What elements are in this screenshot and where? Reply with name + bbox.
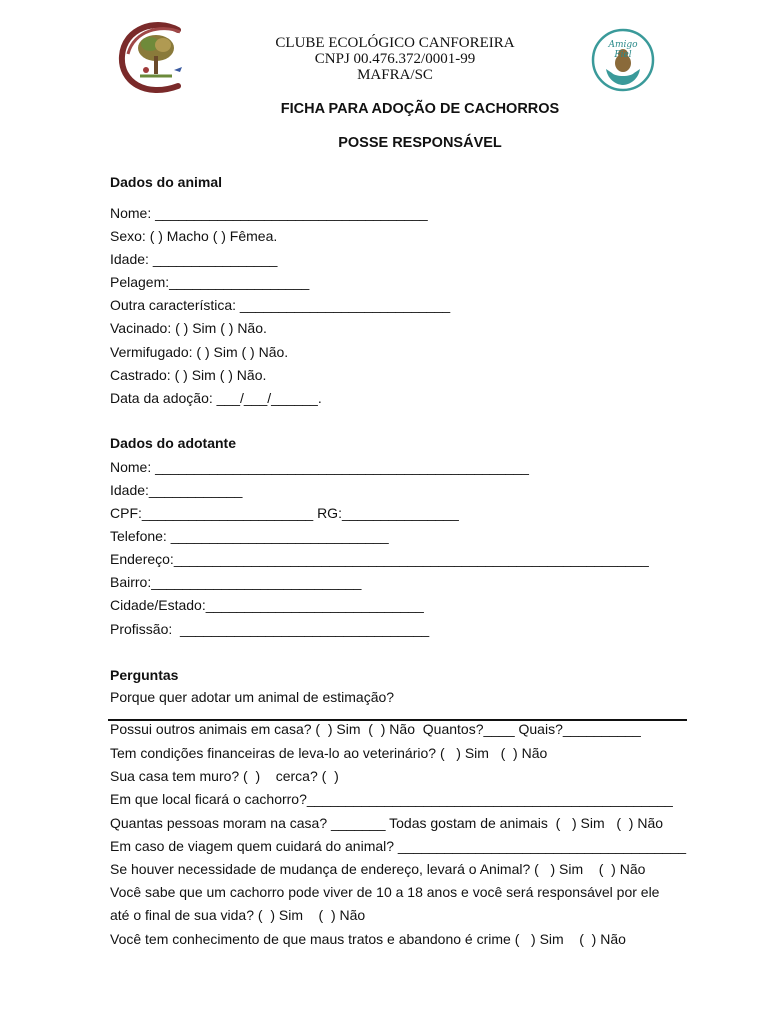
clube-logo	[116, 20, 196, 96]
adopter-name-field: Nome: ________________________________________________	[110, 459, 529, 475]
adoption-date-field: Data da adoção: ___/___/______.	[110, 390, 322, 406]
animal-vaccinated-field: Vacinado: ( ) Sim ( ) Não.	[110, 320, 267, 336]
animal-sex-field: Sexo: ( ) Macho ( ) Fêmea.	[110, 228, 278, 244]
adopter-district-field: Bairro:___________________________	[110, 574, 362, 590]
question-mistreatment: Você tem conhecimento de que maus tratos e abandono é crime ( ) Sim ( ) Não	[110, 931, 626, 947]
document-title: FICHA PARA ADOÇÃO DE CACHORROS	[280, 101, 560, 117]
adopter-phone-field: Telefone: ____________________________	[110, 528, 389, 544]
animal-age-field: Idade: ________________	[110, 251, 278, 267]
adopter-cpf-rg-field: CPF:______________________ RG:_______________	[110, 505, 459, 521]
question-wall-fence: Sua casa tem muro? ( ) cerca? ( )	[110, 768, 339, 784]
animal-dewormed-field: Vermifugado: ( ) Sim ( ) Não.	[110, 344, 289, 360]
adopter-city-state-field: Cidade/Estado:____________________________	[110, 597, 424, 613]
adopter-profession-field: Profissão: ________________________________	[110, 621, 430, 637]
adopter-section-heading: Dados do adotante	[110, 435, 237, 451]
amigo-fiel-logo	[588, 27, 658, 93]
animal-coat-field: Pelagem:__________________	[110, 274, 310, 290]
animal-castrated-field: Castrado: ( ) Sim ( ) Não.	[110, 367, 267, 383]
adopter-address-field: Endereço:_____________________________________________________________	[110, 551, 649, 567]
animal-other-field: Outra característica: ___________________________	[110, 297, 451, 313]
animal-name-field: Nome: ___________________________________	[110, 205, 428, 221]
org-city: MAFRA/SC	[357, 67, 433, 83]
right-logo-text: Amigo Fiel	[608, 40, 638, 60]
question-why-adopt: Porque quer adotar um animal de estimação?	[110, 689, 395, 705]
adopter-age-field: Idade:____________	[110, 482, 243, 498]
question-vet-finances: Tem condições financeiras de leva-lo ao veterinário? ( ) Sim ( ) Não	[110, 745, 548, 761]
question-lifespan-2: até o final de sua vida? ( ) Sim ( ) Não	[110, 907, 366, 923]
document-subtitle: POSSE RESPONSÁVEL	[338, 135, 502, 151]
question-lifespan-1: Você sabe que um cachorro pode viver de 10 a 18 anos e você será responsável por ele	[110, 884, 660, 900]
question-other-animals: Possui outros animais em casa? ( ) Sim ( ) Não Quantos?____ Quais?__________	[110, 721, 641, 737]
question-travel-care: Em caso de viagem quem cuidará do animal? _____________________________________	[110, 838, 687, 854]
question-dog-location: Em que local ficará o cachorro?_______________________________________________	[110, 791, 673, 807]
questions-section-heading: Perguntas	[110, 667, 179, 683]
org-cnpj: CNPJ 00.476.372/0001-99	[314, 51, 476, 67]
org-name: CLUBE ECOLÓGICO CANFOREIRA	[275, 35, 515, 51]
question-household: Quantas pessoas moram na casa? _______ Todas gostam de animais ( ) Sim ( ) Não	[110, 815, 664, 831]
animal-section-heading: Dados do animal	[110, 174, 223, 190]
question-moving: Se houver necessidade de mudança de endereço, levará o Animal? ( ) Sim ( ) Não	[110, 861, 646, 877]
